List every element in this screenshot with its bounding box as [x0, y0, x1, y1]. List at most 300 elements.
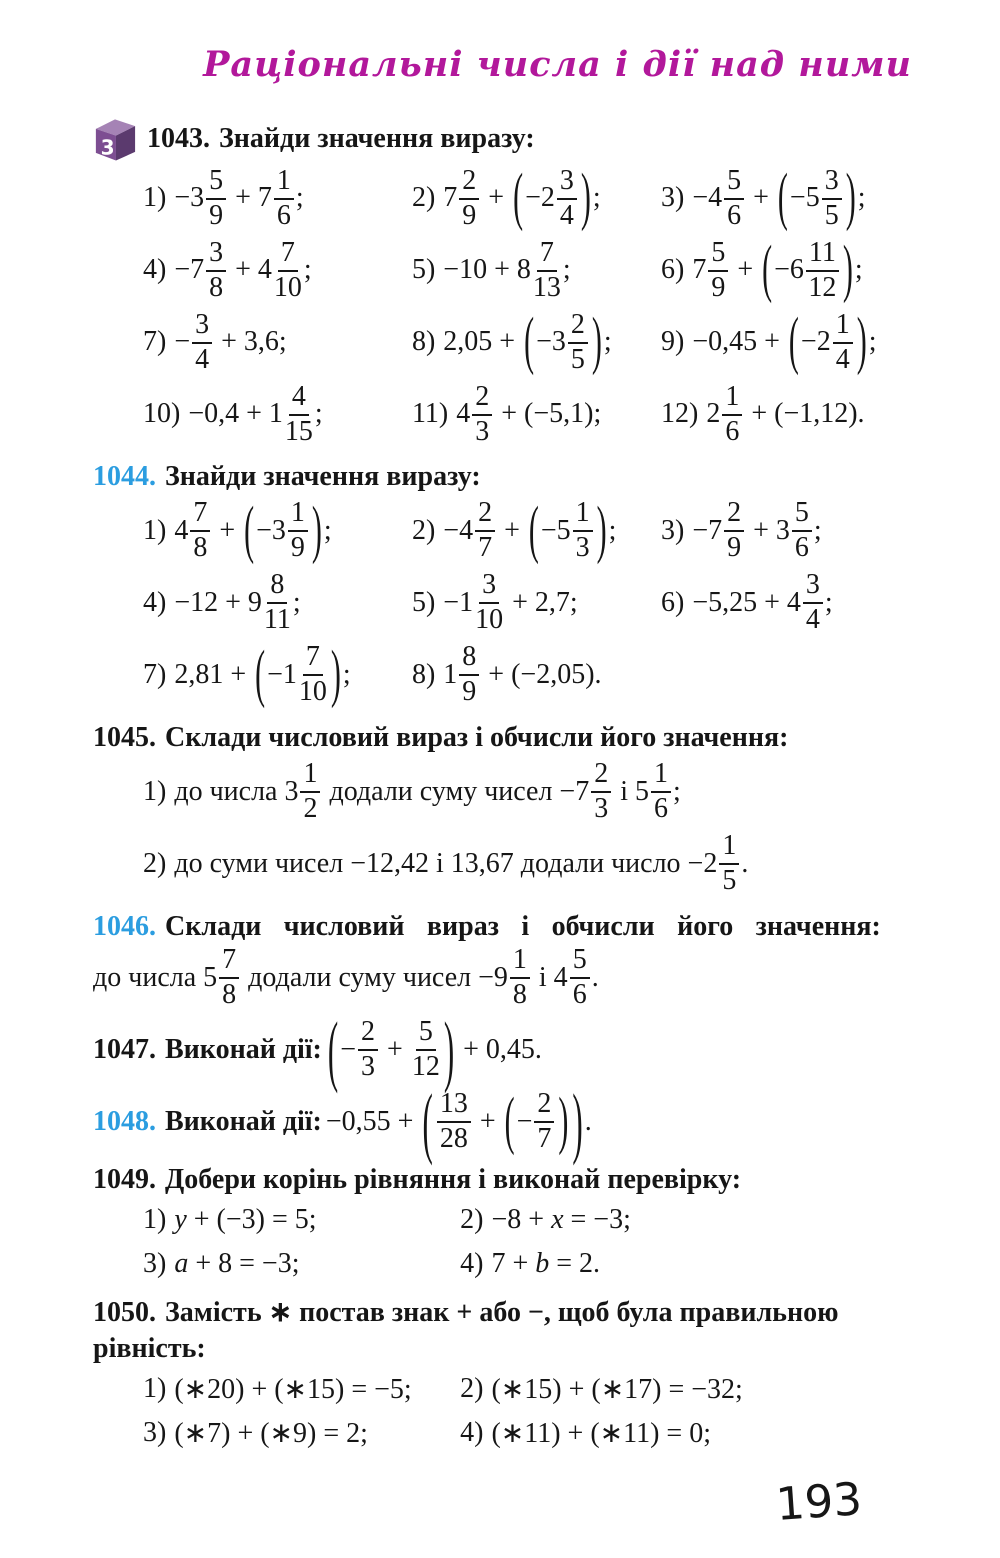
fraction: [300, 760, 320, 823]
item-label: 8): [411, 326, 436, 357]
math-text: −3: [536, 326, 566, 357]
fraction-denominator: 8: [209, 271, 224, 303]
fraction: [568, 308, 588, 375]
math-text: ;: [292, 586, 301, 618]
fraction-numerator: 1: [573, 499, 593, 532]
math-text: −7: [174, 254, 205, 285]
big-paren: (: [244, 494, 255, 566]
math-text: −7: [692, 514, 723, 546]
problem-item: [460, 1369, 920, 1409]
math-expression: [443, 236, 571, 303]
item-label: 1): [143, 1372, 167, 1404]
fraction-denominator: 6: [794, 532, 809, 564]
fraction-denominator: 5: [824, 199, 839, 231]
item-label: 9): [661, 326, 685, 357]
math-text: (∗20) + (∗15) = −5;: [174, 1373, 412, 1405]
fraction: [472, 380, 492, 447]
big-paren: ): [596, 494, 607, 566]
math-text: .: [591, 961, 599, 993]
math-expression: [174, 1248, 299, 1280]
item-label: 3): [661, 514, 685, 546]
fraction-numerator: 1: [510, 946, 530, 979]
big-paren: (: [255, 638, 266, 710]
item-label: 6): [661, 254, 685, 285]
chapter-header: Раціональні числа і дії над ними: [203, 44, 912, 85]
problem-heading: [93, 1005, 920, 1095]
math-expression: [456, 380, 602, 447]
math-text: ;: [824, 586, 833, 618]
problem-items: [93, 1367, 920, 1455]
item-label: 1): [143, 514, 167, 546]
problem-heading: [93, 720, 920, 756]
item-label: 8): [411, 658, 436, 690]
fraction-denominator: 9: [290, 532, 305, 564]
math-text: .: [741, 847, 749, 879]
item-label: 3): [143, 1416, 167, 1448]
problem-title: Знайди значення виразу:: [165, 461, 481, 492]
big-paren: ): [845, 161, 856, 233]
math-text: 4: [174, 514, 189, 546]
fraction: [206, 164, 226, 231]
fraction-numerator: 13: [437, 1090, 471, 1123]
fraction-denominator: 3: [361, 1051, 376, 1083]
problem-item: [143, 1369, 460, 1409]
math-text: .: [584, 1106, 592, 1138]
problem-item: [661, 161, 920, 233]
math-text: −4: [692, 182, 723, 213]
problem-item: [143, 570, 412, 636]
problem-item: [412, 237, 661, 303]
fraction-numerator: 7: [190, 499, 210, 532]
fraction-numerator: 2: [472, 383, 492, 416]
problem-items: [93, 756, 920, 900]
item-label: 2): [143, 847, 167, 879]
problem-item: [661, 233, 920, 305]
fraction: [412, 1018, 440, 1081]
big-paren: ): [572, 1077, 583, 1167]
fraction: [459, 164, 479, 231]
big-paren: ): [330, 638, 341, 710]
math-expression: [443, 494, 617, 566]
math-text: ;: [314, 398, 323, 429]
problem-1048: [93, 1077, 920, 1167]
problem-item: [661, 570, 920, 636]
fraction: [651, 760, 671, 823]
math-expression: [491, 1248, 600, 1280]
fraction-numerator: 2: [591, 760, 611, 793]
math-text: +: [746, 182, 776, 213]
big-paren: ): [443, 1005, 455, 1095]
fraction-denominator: 13: [532, 271, 561, 303]
math-expression: [174, 164, 304, 231]
fraction-numerator: 8: [267, 571, 287, 604]
math-text: + 2,7;: [505, 586, 578, 618]
problem-item: [661, 381, 920, 447]
problem-item: [143, 381, 412, 447]
fraction-denominator: 3: [575, 532, 590, 564]
math-expression: [692, 233, 863, 305]
fraction-denominator: 9: [209, 199, 224, 231]
fraction: [534, 1090, 554, 1153]
item-label: 5): [411, 586, 436, 618]
math-expression: [692, 499, 821, 562]
fraction: [459, 643, 479, 706]
math-expression: [174, 494, 332, 566]
math-text: 7: [443, 182, 458, 213]
problem-heading: [93, 115, 920, 162]
item-label: 1): [143, 182, 167, 213]
math-text: і 4: [531, 961, 568, 993]
item-label: 3): [143, 1248, 167, 1280]
fraction-denominator: 5: [570, 343, 585, 375]
math-text: −0,45 +: [692, 326, 787, 357]
fraction-numerator: 2: [724, 499, 744, 532]
math-text: −4: [443, 514, 474, 546]
problem-heading: [93, 1077, 920, 1167]
item-label: 4): [460, 1416, 484, 1448]
item-label: 7): [143, 658, 167, 690]
math-text: +: [380, 1034, 410, 1066]
math-text: = 2.: [549, 1248, 601, 1280]
fraction-denominator: 4: [559, 199, 574, 231]
math-expression: [443, 161, 601, 233]
item-label: 4): [143, 586, 167, 618]
fraction-denominator: 6: [727, 199, 742, 231]
fraction: [510, 946, 530, 1009]
problem-number: 1048.: [93, 1106, 156, 1138]
math-text: ;: [562, 254, 571, 285]
problem-item: [661, 498, 920, 564]
math-expression: [174, 236, 312, 303]
math-expression: [443, 571, 577, 634]
problem-item: [412, 570, 661, 636]
fraction-numerator: 5: [724, 167, 744, 200]
big-paren: ): [558, 1085, 569, 1157]
fraction: [273, 236, 302, 303]
problem-item: [143, 494, 412, 566]
problem-item: [411, 305, 661, 377]
fraction-denominator: 5: [722, 865, 737, 897]
math-text: −5,25 + 4: [692, 586, 801, 618]
big-paren: (: [788, 305, 799, 377]
math-text: додали суму чисел −7: [322, 775, 590, 807]
math-variable: x: [551, 1204, 564, 1236]
fraction-denominator: 8: [512, 979, 527, 1011]
fraction: [803, 571, 823, 634]
math-text: −2: [800, 326, 831, 357]
problem-title: Склади числовий вираз і обчисли його значення:: [165, 721, 789, 753]
math-text: −: [340, 1034, 357, 1066]
fraction-numerator: 11: [806, 239, 839, 272]
fraction: [708, 236, 728, 303]
math-text: + 3,6;: [214, 326, 287, 357]
problem-1045: [93, 720, 920, 900]
math-text: ;: [303, 254, 312, 285]
fraction-denominator: 12: [808, 271, 837, 303]
problem-items: [93, 495, 920, 711]
fraction-numerator: 1: [288, 499, 308, 532]
math-text: = −3;: [563, 1204, 631, 1236]
item-label: 1): [143, 775, 167, 807]
math-text: ;: [295, 182, 304, 213]
fraction: [806, 236, 839, 303]
problem-items: [93, 1198, 920, 1286]
problem-item: [460, 1200, 920, 1240]
item-label: 2): [460, 1372, 484, 1404]
math-text: +: [481, 182, 512, 213]
item-label: 4): [460, 1248, 484, 1280]
fraction-numerator: 7: [219, 946, 239, 979]
chapter-cube-icon: [93, 115, 137, 162]
fraction-numerator: 2: [534, 1090, 554, 1123]
big-paren: (: [528, 494, 539, 566]
fraction-numerator: 3: [479, 571, 499, 604]
problem-item: [143, 165, 412, 231]
fraction: [274, 164, 294, 231]
math-text: і 5: [613, 775, 650, 807]
math-text: + (−2,05).: [481, 658, 602, 690]
fraction-numerator: 3: [803, 571, 823, 604]
problem-items: [93, 162, 920, 450]
fraction-denominator: 8: [222, 979, 237, 1011]
math-text: до числа 5: [93, 961, 218, 993]
math-expression: [491, 1416, 711, 1450]
fraction-denominator: 9: [727, 532, 742, 564]
fraction: [719, 832, 739, 895]
math-text: ;: [603, 326, 612, 357]
fraction-numerator: 5: [416, 1018, 436, 1051]
problem-title: Склади числовий вираз і обчисли його значення:: [165, 910, 881, 942]
fraction-numerator: 1: [719, 832, 739, 865]
problem-item: [411, 494, 661, 566]
item-label: 10): [143, 398, 181, 429]
fraction-numerator: 1: [274, 167, 294, 200]
math-expression: [174, 1372, 411, 1406]
math-text: + 7: [228, 182, 272, 213]
svg-text:3: 3: [100, 135, 115, 160]
fraction-numerator: 7: [537, 239, 557, 272]
math-text: +: [497, 514, 527, 546]
fraction-numerator: 7: [278, 239, 298, 272]
item-label: 6): [661, 586, 685, 618]
big-paren: ): [580, 161, 591, 233]
fraction: [792, 499, 812, 562]
fraction-numerator: 2: [568, 311, 588, 344]
math-text: до суми чисел −12,42 і 13,67 додали число −2: [174, 847, 718, 879]
math-expression: [491, 1372, 742, 1406]
problem-1050: [93, 1295, 920, 1455]
problem-item: [143, 309, 412, 375]
fraction: [724, 164, 744, 231]
problem-item: [143, 1413, 460, 1453]
item-label: 5): [411, 254, 436, 285]
problem-number: 1044.: [93, 461, 156, 492]
fraction-denominator: 3: [475, 415, 490, 447]
fraction: [724, 499, 744, 562]
problem-item: [143, 638, 412, 710]
math-expression: [491, 1204, 630, 1236]
math-expression: [174, 832, 748, 895]
fraction: [822, 164, 842, 231]
big-paren: (: [422, 1077, 433, 1167]
math-text: ;: [323, 514, 332, 546]
fraction-numerator: 7: [303, 643, 323, 676]
problem-item: [411, 161, 661, 233]
fraction-denominator: 3: [594, 793, 609, 825]
math-text: +: [212, 514, 243, 546]
math-expression: [706, 380, 865, 447]
fraction-denominator: 2: [303, 793, 318, 825]
math-text: −1: [267, 658, 297, 690]
fraction-numerator: 4: [289, 383, 309, 416]
math-text: ;: [868, 326, 877, 357]
problem-item: [143, 831, 920, 897]
math-text: −6: [774, 254, 804, 285]
math-variable: b: [535, 1248, 550, 1280]
problem-1043: [93, 115, 920, 450]
math-text: −8 +: [491, 1204, 552, 1236]
fraction-denominator: 6: [276, 199, 291, 231]
fraction-numerator: 3: [822, 167, 842, 200]
problem-title: Виконай дії:: [165, 1106, 322, 1138]
fraction: [358, 1018, 378, 1081]
math-text: + (−3) = 5;: [186, 1204, 317, 1236]
problem-item: [143, 1200, 460, 1240]
big-paren: (: [513, 161, 524, 233]
problem-item: [143, 1244, 460, 1284]
item-label: 12): [661, 398, 699, 429]
fraction-numerator: 2: [459, 167, 479, 200]
fraction: [299, 643, 327, 706]
fraction-denominator: 15: [284, 415, 313, 447]
problem-1044: [93, 459, 920, 711]
problem-item: [412, 642, 661, 708]
fraction-denominator: 10: [475, 604, 504, 636]
math-variable: y: [174, 1204, 187, 1236]
fraction: [591, 760, 611, 823]
fraction-denominator: 10: [298, 676, 327, 708]
fraction-denominator: 11: [263, 604, 291, 636]
fraction: [833, 308, 853, 375]
math-expression: [174, 571, 300, 634]
fraction: [264, 571, 291, 634]
big-paren: (: [504, 1085, 515, 1157]
math-expression: [174, 1204, 316, 1236]
big-paren: (: [327, 1005, 339, 1095]
item-label: 2): [460, 1204, 484, 1236]
fraction: [288, 499, 308, 562]
fraction-denominator: 10: [273, 271, 302, 303]
fraction-numerator: 3: [557, 167, 577, 200]
fraction-denominator: 6: [572, 979, 587, 1011]
math-text: 2: [706, 398, 721, 429]
fraction-numerator: 2: [475, 499, 495, 532]
math-text: 7 +: [491, 1248, 536, 1280]
fraction: [570, 946, 590, 1009]
math-text: ;: [342, 658, 351, 690]
fraction-numerator: 3: [206, 239, 226, 272]
item-label: 11): [411, 398, 449, 429]
fraction-denominator: 9: [462, 199, 477, 231]
fraction-numerator: 5: [708, 239, 728, 272]
fraction-numerator: 5: [206, 167, 226, 200]
problem-item: [661, 305, 920, 377]
fraction-denominator: 6: [725, 415, 740, 447]
math-expression: [692, 305, 877, 377]
math-text: ;: [854, 254, 863, 285]
problems-container: [93, 115, 920, 1464]
fraction: [206, 236, 226, 303]
big-paren: (: [762, 233, 773, 305]
problem-item: [412, 381, 661, 447]
fraction-denominator: 8: [193, 532, 208, 564]
math-text: −0,55 +: [325, 1106, 421, 1138]
fraction: [190, 499, 210, 562]
math-expression: [174, 1416, 368, 1450]
fraction-denominator: 4: [195, 343, 210, 375]
math-text: + 8 = −3;: [188, 1248, 300, 1280]
fraction: [475, 499, 495, 562]
math-expression: [692, 161, 866, 233]
fraction-numerator: 5: [570, 946, 590, 979]
math-text: ;: [857, 182, 866, 213]
math-text: додали суму чисел −9: [241, 961, 508, 993]
math-text: −3: [256, 514, 286, 546]
item-label: 2): [411, 182, 436, 213]
problem-item: [460, 1413, 920, 1453]
problem-number: 1047.: [93, 1034, 156, 1066]
problem-title: Замість ∗ постав знак + або −, щоб була правильною рівність:: [93, 1297, 839, 1365]
big-paren: ): [842, 233, 853, 305]
math-text: ;: [673, 775, 681, 807]
item-label: 4): [143, 254, 167, 285]
math-expression: [692, 571, 832, 634]
math-text: 2,81 +: [174, 658, 254, 690]
problem-number: 1049.: [93, 1164, 156, 1196]
math-text: −5: [540, 514, 571, 546]
math-text: −1: [443, 586, 474, 618]
math-text: (∗11) + (∗11) = 0;: [491, 1417, 711, 1449]
math-expression: [443, 305, 612, 377]
problem-1046: [93, 909, 920, 1010]
problem-number: 1045.: [93, 721, 156, 753]
math-text: 7: [692, 254, 707, 285]
math-expression: [325, 1077, 592, 1167]
math-expression: [174, 308, 287, 375]
math-text: ;: [592, 182, 601, 213]
math-expression: [174, 760, 680, 823]
fraction-numerator: 1: [722, 383, 742, 416]
item-label: 3): [661, 182, 685, 213]
math-text: до числа 3: [174, 775, 299, 807]
math-expression: [188, 380, 323, 447]
problem-title: Добери корінь рівняння і виконай перевірку:: [165, 1164, 742, 1196]
math-text: +: [730, 254, 761, 285]
big-paren: (: [777, 161, 788, 233]
fraction-numerator: 1: [833, 311, 853, 344]
math-variable: a: [174, 1248, 189, 1280]
problem-1047: [93, 1005, 920, 1095]
fraction: [722, 380, 742, 447]
fraction: [437, 1090, 471, 1153]
fraction-numerator: 1: [300, 760, 320, 793]
math-text: ;: [608, 514, 617, 546]
item-label: 1): [143, 1204, 167, 1236]
problem-1049: [93, 1162, 920, 1286]
problem-item: [143, 759, 920, 825]
fraction-denominator: 4: [805, 604, 820, 636]
item-label: 2): [411, 514, 436, 546]
